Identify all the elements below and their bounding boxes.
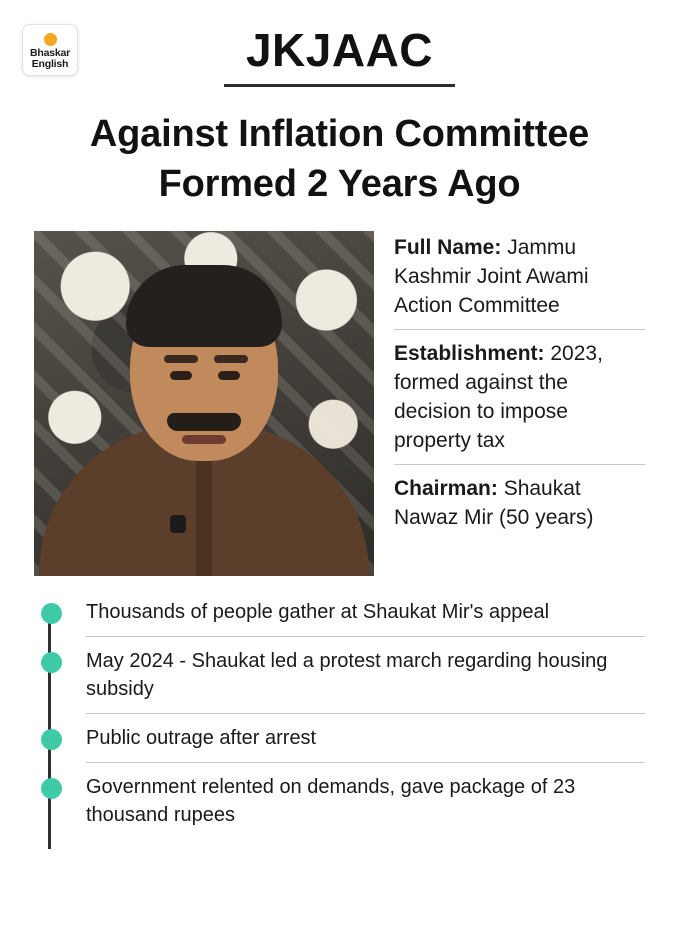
fact-value: Jammu Kashmir Joint Awami Action Committee — [394, 236, 589, 317]
page-subtitle: Against Inflation Committee Formed 2 Years Ago — [89, 113, 590, 205]
timeline-item — [34, 773, 645, 849]
fact-item — [394, 474, 645, 541]
page-title: JKJAAC — [224, 22, 455, 87]
brand-name-line1: Bhaskar — [29, 46, 71, 59]
mouth-shape — [182, 435, 226, 444]
microphone-icon — [170, 515, 186, 533]
profile-section — [0, 231, 679, 576]
timeline-dot-icon — [41, 778, 62, 799]
fact-item — [394, 339, 645, 465]
eyebrow-left-shape — [164, 355, 198, 363]
timeline-item-text: Thousands of people gather at Shaukat Mir's appeal — [86, 598, 645, 637]
timeline-item-text: May 2024 - Shaukat led a protest march regarding housing subsidy — [86, 647, 645, 714]
fact-label: Full Name: — [394, 236, 502, 259]
brand-logo — [22, 24, 78, 76]
brand-name-line2: English — [31, 57, 69, 70]
eyebrow-right-shape — [214, 355, 248, 363]
timeline-dot-icon — [41, 603, 62, 624]
fact-label: Chairman: — [394, 477, 498, 500]
mustache-shape — [167, 413, 241, 431]
fact-list — [374, 231, 645, 541]
timeline-item-text: Government relented on demands, gave package of 23 thousand rupees — [86, 776, 576, 826]
fact-value: Shaukat Nawaz Mir (50 years) — [394, 477, 594, 529]
timeline-dot-icon — [41, 652, 62, 673]
timeline-item — [34, 647, 645, 724]
timeline-item — [34, 724, 645, 773]
fact-value: 2023, formed against the decision to impose property tax — [394, 342, 603, 452]
timeline-section — [0, 598, 679, 849]
fact-label: Establishment: — [394, 342, 545, 365]
timeline-dot-icon — [41, 729, 62, 750]
eye-right-shape — [218, 371, 240, 380]
headline-section — [0, 0, 679, 209]
hair-shape — [126, 265, 282, 347]
timeline-item — [34, 598, 645, 647]
orange-dot-icon — [44, 33, 57, 46]
fact-item — [394, 233, 645, 330]
eye-left-shape — [170, 371, 192, 380]
timeline-item-text: Public outrage after arrest — [86, 724, 645, 763]
portrait-image — [34, 231, 374, 576]
